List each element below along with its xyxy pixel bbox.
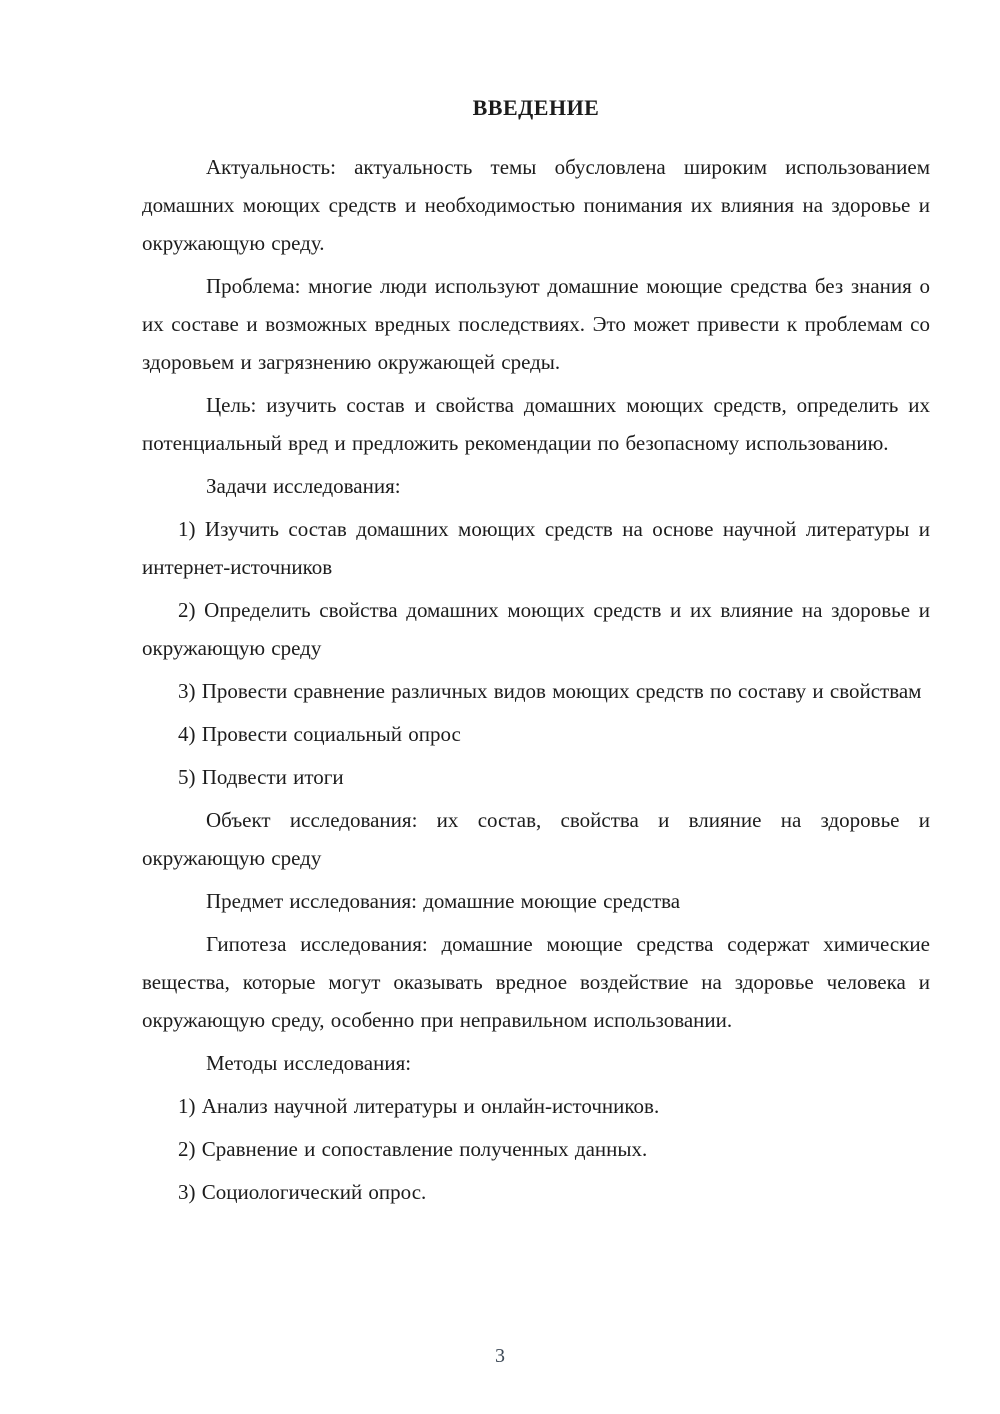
page-title: ВВЕДЕНИЕ [472, 95, 600, 120]
method-list-item-1: 1) Анализ научной литературы и онлайн-источников. [178, 1094, 660, 1118]
paragraph-zadachi-heading: Задачи исследования: [206, 474, 401, 498]
paragraph-gipoteza: Гипотеза исследования: домашние моющие средства содержат химические вещества, которые могут оказывать вредное воздействие на здоровье человека и окружающую среду, особенно при неправильном использовании. [142, 932, 930, 1032]
paragraph-problema: Проблема: многие люди используют домашние моющие средства без знания о их составе и возможных вредных последствиях. Это может привести к проблемам со здоровьем и загрязнению окружающей среды. [142, 274, 930, 374]
paragraph-tsel: Цель: изучить состав и свойства домашних моющих средств, определить их потенциальный вред и предложить рекомендации по безопасному использованию. [142, 393, 930, 455]
paragraph-aktualnost: Актуальность: актуальность темы обусловлена широким использованием домашних моющих средств и необходимостью понимания их влияния на здоровье и окружающую среду. [142, 155, 930, 255]
paragraph-predmet: Предмет исследования: домашние моющие средства [206, 889, 681, 913]
method-list-item-2: 2) Сравнение и сопоставление полученных данных. [178, 1137, 648, 1161]
method-list-item-3: 3) Социологический опрос. [178, 1180, 427, 1204]
paragraph-obekt: Объект исследования: их состав, свойства и влияние на здоровье и окружающую среду [142, 808, 930, 870]
task-list-item-5: 5) Подвести итоги [178, 765, 344, 789]
task-list-item-3: 3) Провести сравнение различных видов моющих средств по составу и свойствам [178, 679, 922, 703]
task-list-item-1: 1) Изучить состав домашних моющих средств на основе научной литературы и интернет-источников [142, 517, 930, 579]
task-list-item-2: 2) Определить свойства домашних моющих средств и их влияние на здоровье и окружающую среду [142, 598, 930, 660]
task-list-item-4: 4) Провести социальный опрос [178, 722, 461, 746]
page-number: 3 [495, 1345, 505, 1367]
paragraph-metody-heading: Методы исследования: [206, 1051, 412, 1075]
